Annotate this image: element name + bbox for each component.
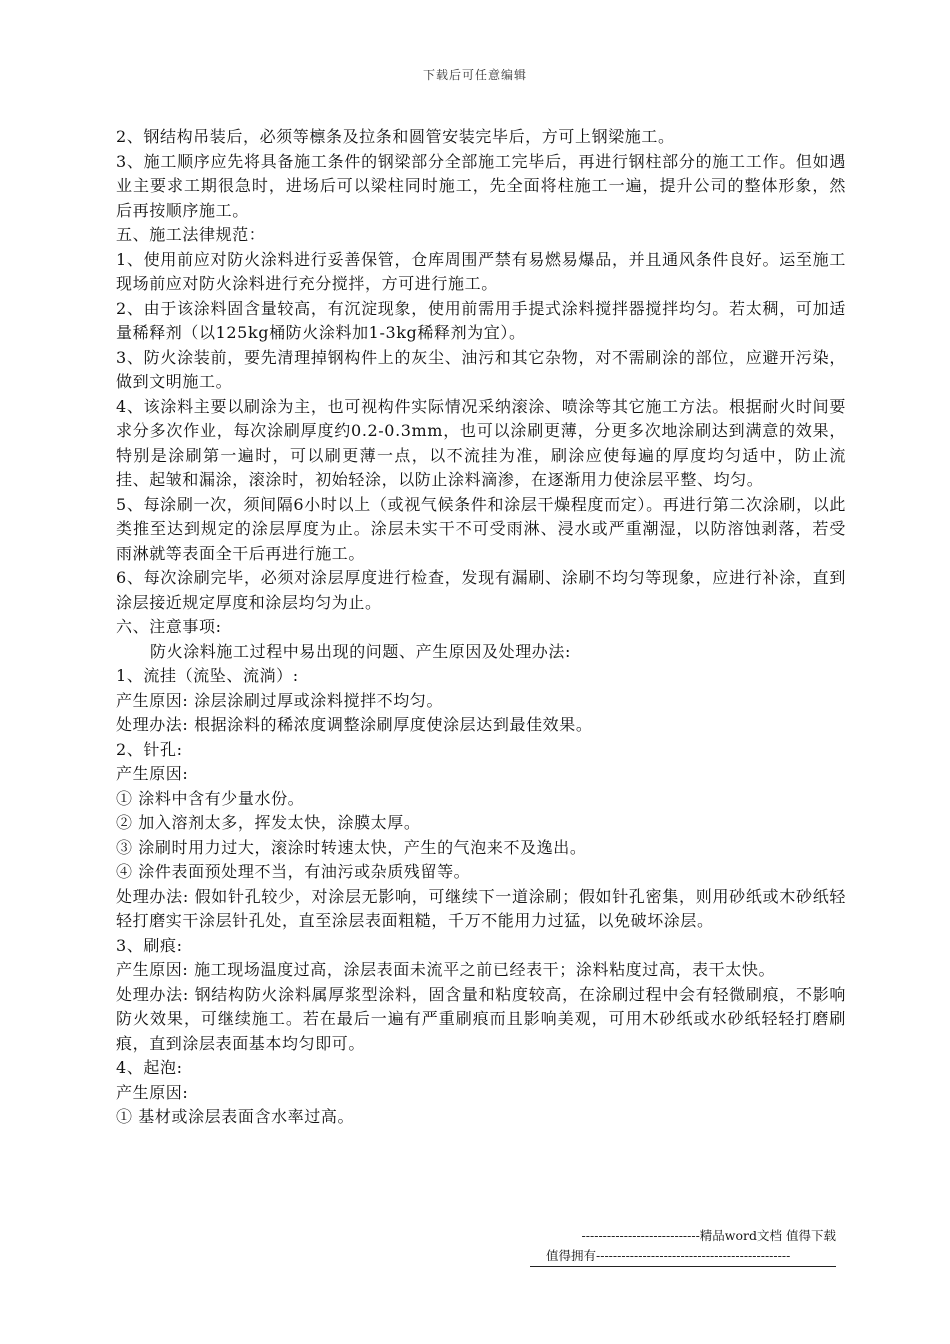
paragraph: 6、每次涂刷完毕，必须对涂层厚度进行检查，发现有漏刷、涂刷不均匀等现象，应进行补涂，直到涂层接近规定厚度和涂层均匀为止。 [116,568,846,612]
paragraph: 防火涂料施工过程中易出现的问题、产生原因及处理办法: [150,641,571,661]
header-note: 下载后可任意编辑 [422,68,527,82]
paragraph: 产生原因: 施工现场温度过高，涂层表面未流平之前已经表干；涂料粘度过高，表干太快。 [116,960,776,979]
paragraph: ① 基材或涂层表面含水率过高。 [116,1107,355,1126]
footer-line-2: 值得拥有---------------------------------------------- [546,1248,791,1263]
footer [536,1226,836,1266]
paragraph: ② 加入溶剂太多，挥发太快，涂膜太厚。 [116,813,421,832]
paragraph: 处理办法: 根据涂料的稀浓度调整涂刷厚度使涂层达到最佳效果。 [116,715,593,734]
paragraph: 处理办法: 钢结构防火涂料属厚浆型涂料，固含量和粘度较高，在涂刷过程中会有轻微刷痕，不影响防火效果，可继续施工。若在最后一遍有严重刷痕而且影响美观，可用木砂纸或水砂纸轻轻打磨刷痕，直到涂层表面基本均匀即可。 [116,984,846,1053]
paragraph: 产生原因: 涂层涂刷过厚或涂料搅拌不均匀。 [116,690,444,710]
paragraph: 4、起泡: [116,1058,183,1077]
paragraph: ③ 涂刷时用力过大，滚涂时转速太快，产生的气泡来不及逸出。 [116,837,587,857]
paragraph: 产生原因: [116,1082,189,1102]
paragraph: 五、施工法律规范： [116,225,266,244]
paragraph: 5、每涂刷一次，须间隔6小时以上（或视气候条件和涂层干燥程度而定）。再进行第二次涂刷，以此类推至达到规定的涂层厚度为止。涂层未实干不可受雨淋、浸水或严重潮湿，以防溶蚀剥落，若受雨淋就等表面全干后再进行施工。 [116,494,846,563]
paragraph: ① 涂料中含有少量水份。 [116,788,305,808]
paragraph: 1、流挂（流坠、流淌）: [116,666,299,685]
paragraph: ④ 涂件表面预处理不当，有油污或杂质残留等。 [116,862,471,881]
footer-rule [530,1266,836,1267]
paragraph: 产生原因: [116,764,189,783]
paragraph: 3、刷痕: [116,935,183,955]
paragraph: 3、防火涂装前，要先清理掉钢构件上的灰尘、油污和其它杂物，对不需刷涂的部位，应避开污染，做到文明施工。 [116,347,846,391]
footer-line-1: ----------------------------精品word文档 值得下载 [581,1228,836,1243]
paragraph: 3、施工顺序应先将具备施工条件的钢梁部分全部施工完毕后，再进行钢柱部分的施工工作。但如遇业主要求工期很急时，进场后可以梁柱同时施工，先全面将柱施工一遍，提升公司的整体形象，然后再按顺序施工。 [116,151,846,220]
paragraph: 六、注意事项: [116,617,222,636]
paragraph: 处理办法: 假如针孔较少，对涂层无影响，可继续下一道涂刷；假如针孔密集，则用砂纸或木砂纸轻轻打磨实干涂层针孔处，直至涂层表面粗糙，千万不能用力过猛，以免破坏涂层。 [116,886,846,930]
paragraph: 1、使用前应对防火涂料进行妥善保管，仓库周围严禁有易燃易爆品，并且通风条件良好。运至施工现场前应对防火涂料进行充分搅拌，方可进行施工。 [116,249,846,293]
paragraph: 2、钢结构吊装后，必须等檩条及拉条和圆管安装完毕后，方可上钢梁施工。 [116,127,675,146]
document-body [116,125,846,1130]
paragraph: 4、该涂料主要以刷涂为主，也可视构件实际情况采纳滚涂、喷涂等其它施工方法。根据耐火时间要求分多次作业，每次涂刷厚度约0.2-0.3mm，也可以涂刷更薄，分更多次地涂刷达到满意的效果，特别是涂刷第一遍时，可以刷更薄一点，以不流挂为准，刷涂应使每遍的厚度均匀适中，防止流挂、起皱和漏涂，滚涂时，初始轻涂，以防止涂料滴渗，在逐渐用力使涂层平整、均匀。 [116,396,846,489]
paragraph: 2、针孔: [116,739,183,759]
paragraph: 2、由于该涂料固含量较高，有沉淀现象，使用前需用手提式涂料搅拌器搅拌均匀。若太稠，可加适量稀释剂（以125kg桶防火涂料加1-3kg稀释剂为宜）。 [116,298,846,342]
